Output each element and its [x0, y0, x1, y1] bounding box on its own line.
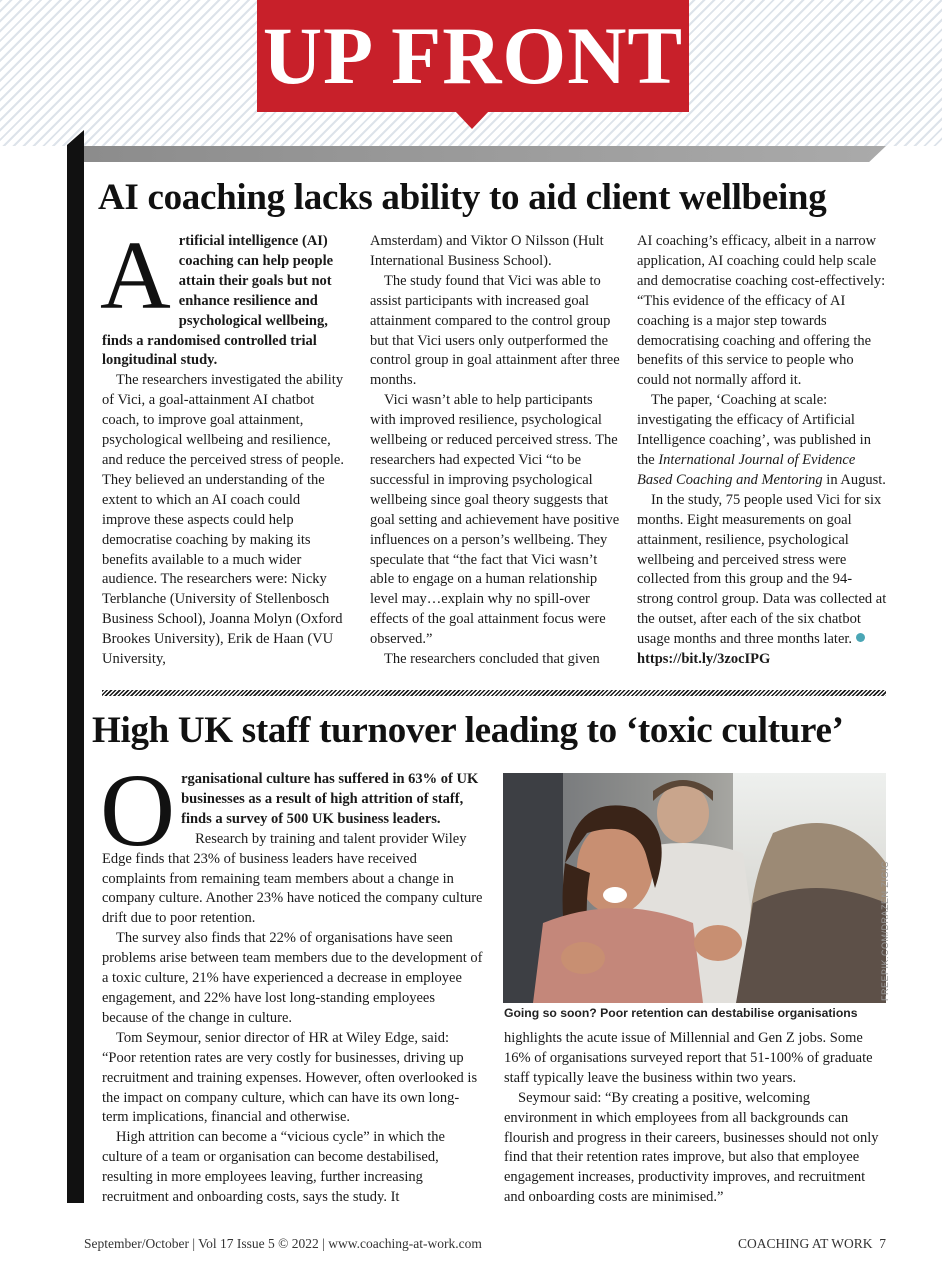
office-meeting-photo: [503, 773, 886, 1003]
section-banner: UP FRONT: [257, 0, 689, 112]
left-accent-bar: [67, 145, 84, 1203]
article2-column-1: Organisational culture has suffered in 63% of UK businesses as a result of high attrition of staff, finds a survey of 500 UK business leaders. Research by training and talent provider Wiley Edge finds that 23% of business leaders have received complaints from remaining team members about a change in company culture. Another 23% have noticed the company culture drift due to poor retention. The survey also finds that 22% of organisations have seen problems arise between team members due to the development of a toxic culture, 21% have experienced a decrease in employee engagement, and 22% have lost long-standing employees because of the change in culture. Tom Seymour, senior director of HR at Wiley Edge, said: “Poor retention rates are very costly for businesses, driving up recruitment and training expenses. However, often overlooked is the impact on company culture, which can have its own long-term implications, financial and otherwise. High attrition can become a “vicious cycle” in which the culture of a team or organisation can become destabilised, resulting in more employees leaving, further increasing recruitment and onboarding costs, says the study. It: [100, 753, 483, 1206]
bullet-dot-icon: [856, 633, 865, 642]
article2-drop-cap: O: [100, 753, 176, 868]
article2-lead: [100, 753, 484, 929]
article2-column-2: highlights the acute issue of Millennial and Gen Z jobs. Some 16% of organisations surveyed report that 51-100% of graduate staff typically leave the business within two years. Seymour said: “By creating a positive, welcoming environment in which employees from all backgrounds can flourish and progress in their careers, businesses should not only find that their retention rates improve, but also that employee engagement increases, productivity improves, and recruitment and onboarding costs are minimised.”: [504, 1029, 886, 1208]
article2-paragraph-1: Research by training and talent provider Wiley Edge finds that 23% of business leaders have received complaints from remaining team members about a change in company culture. Another 23% have noticed the company culture drift due to poor retention.: [102, 830, 483, 927]
article2-paragraph-5: Seymour said: “By creating a positive, welcoming environment in which employees from all backgrounds can flourish and progress in their careers, businesses should not only find that their retention rates improve, but also that employee engagement increases, productivity improves, and recruitment and onboarding costs are minimised.”: [504, 1089, 879, 1206]
article1-paragraph-5: The paper, ‘Coaching at scale: investigating the efficacy of Artificial Intelligence coaching’, was published in the International Journal of Evidence Based Coaching and Mentoring in August.: [637, 392, 886, 488]
article1-paragraph-3: Vici wasn’t able to help participants with improved resilience, psychological wellbeing or reduced perceived stress. The researchers had expected Vici “to be successful in improving psychological wellbeing since goal theory suggests that goal setting and achievement have positive influences on a person’s wellbeing. They speculate that “the fact that Vici wasn’t able to engage on a human relationship level may…explain why no spill-over effects of the goal attainment focus were observed.”: [370, 392, 620, 648]
article1-col3-flow: AI coaching’s efficacy, albeit in a narrow application, AI coaching could help scale and democratise coaching cost-effectively: “This evidence of the efficacy of AI coaching is a major step towards democratising coaching and offering the benefits of this service to people who could not normally afford it. The paper, ‘Coaching at scale: investigating the efficacy of Artificial Intelligence coaching’, was published in the International Journal of Evidence Based Coaching and Mentoring in August. In the study, 75 people used Vici for six months. Eight measurements on goal attainment, resilience, psychological wellbeing and perceived stress were collected from this group and the 94-strong control group. Data was collected at the outset, after each of the six chatbot usage months and three months later. https://bit.ly/3zocIPG: [637, 232, 887, 672]
article1-col1-flow: Artificial intelligence (AI) coaching can help people attain their goals but not enhance resilience and psychological wellbeing, finds a randomised controlled trial longitudinal study. The researchers investigated the ability of Vici, a goal-attainment AI chatbot coach, to improve goal attainment, psychological wellbeing and resilience, and reduce the perceived stress of people. They believed an understanding of the extent to which an AI coach could improve these aspects could help democratise coaching by making its benefits available to a much wider audience. The researchers were: Nicky Terblanche (University of Stellenbosch Business School), Joanna Molyn (Oxford Brookes University), Erik de Haan (VU University,: [102, 232, 352, 672]
banner-notch: [455, 111, 489, 129]
article1-source-link[interactable]: https://bit.ly/3zocIPG: [637, 651, 771, 668]
photo-caption: Going so soon? Poor retention can destabilise organisations: [504, 1006, 858, 1020]
article2-headline: High UK staff turnover leading to ‘toxic culture’: [92, 710, 844, 751]
article2-paragraph-3: Tom Seymour, senior director of HR at Wiley Edge, said: “Poor retention rates are very costly for businesses, driving up recruitment and training expenses. However, often overlooked is the impact on company culture, which can have its own long-term implications, financial and otherwise.: [102, 1029, 478, 1126]
top-rule: [84, 146, 886, 162]
photo-credit: FREEPIK.COM/DRAZEN ZIGIC: [880, 860, 890, 1001]
article-divider: [102, 690, 886, 696]
article2-lead-text: rganisational culture has suffered in 63% of UK businesses as a result of high attrition of staff, finds a survey of 500 UK business leaders.: [181, 771, 479, 827]
footer-page-number: 7: [879, 1236, 886, 1251]
article1-paragraph-2: The study found that Vici was able to assist participants with increased goal attainment compared to the control group but that Vici users only outperformed the control group in goal attainment after three months.: [370, 272, 620, 389]
article1-paragraph-6: In the study, 75 people used Vici for six months. Eight measurements on goal attainment, resilience, psychological wellbeing and perceived stress were collected from this group and the 94-strong control group. Data was collected at the outset, after each of the six chatbot usage months and three months later. https://bit.ly/3zocIPG: [637, 491, 887, 668]
footer-magazine-name: COACHING AT WORK: [737, 1236, 873, 1251]
article1-col2-flow: Amsterdam) and Viktor O Nilsson (Hult International Business School). The study found that Vici was able to assist participants with increased goal attainment compared to the control group but that Vici users only outperformed the control group in goal attainment after three months. Vici wasn’t able to help participants with improved resilience, psychological wellbeing or reduced perceived stress. The researchers had expected Vici “to be successful in improving psychological wellbeing since goal theory suggests that goal setting and achievement have positive influences on a person’s wellbeing. They speculate that “the fact that Vici wasn’t able to engage on a human relationship level may…explain why no spill-over effects of the goal attainment focus were observed.” The researchers concluded that given: [370, 232, 620, 672]
footer-issue-info: September/October | Vol 17 Issue 5 © 2022 | www.coaching-at-work.com: [84, 1236, 482, 1251]
footer-page-label: [738, 1236, 886, 1252]
article2-paragraph-2: The survey also finds that 22% of organisations have seen problems arise between team members due to the development of a toxic culture, 21% have experienced a decrease in employee engagement, and 22% have lost long-standing employees because of the change in culture.: [102, 930, 483, 1026]
article2-photo: [503, 773, 886, 1003]
article1-headline: AI coaching lacks ability to aid client wellbeing: [98, 177, 827, 218]
journal-title: International Journal of Evidence Based Coaching and Mentoring: [637, 451, 856, 488]
